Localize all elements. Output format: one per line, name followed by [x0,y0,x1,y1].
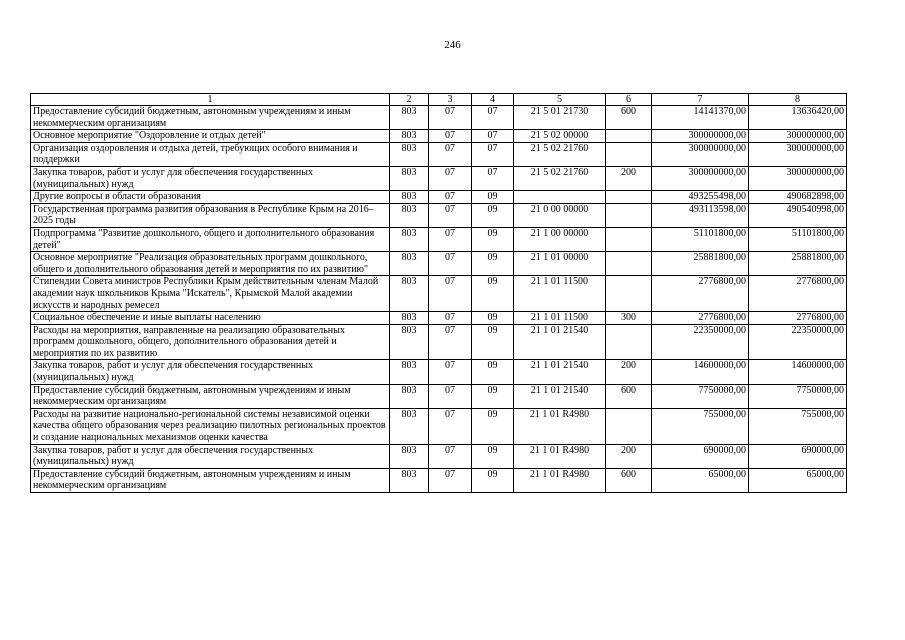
row-sum-year2-cell: 2776800,00 [749,312,847,325]
row-sum-year2-cell: 51101800,00 [749,227,847,251]
row-name-cell: Основное мероприятие "Реализация образовательных программ дошкольного, общего и дополнительного образования детей и мероприятия по их развитию" [31,252,390,276]
row-sum-year2-cell: 13636420,00 [749,106,847,130]
row-rz-cell: 07 [429,312,472,325]
row-csr-cell: 21 1 01 21540 [514,360,606,384]
row-name-cell: Государственная программа развития образования в Республике Крым на 2016–2025 годы [31,203,390,227]
table-row [31,106,847,130]
row-sum-year1-cell: 755000,00 [652,408,749,444]
row-pr-cell: 09 [472,408,514,444]
row-name-cell: Основное мероприятие "Оздоровление и отдых детей" [31,130,390,143]
row-vr-cell [606,142,652,166]
row-rz-cell: 07 [429,203,472,227]
header-cell: 4 [472,94,514,106]
row-ved-cell: 803 [390,360,429,384]
row-rz-cell: 07 [429,324,472,360]
row-name-cell: Расходы на мероприятия, направленные на реализацию образовательных программ дошкольного, общего, дополнительного образования детей и мероприятия по их развитию [31,324,390,360]
row-name-cell: Предоставление субсидий бюджетным, автономным учреждениям и иным некоммерческим организациям [31,468,390,492]
row-csr-cell: 21 1 01 R4980 [514,468,606,492]
row-rz-cell: 07 [429,276,472,312]
row-sum-year2-cell: 22350000,00 [749,324,847,360]
row-vr-cell: 600 [606,468,652,492]
table-row [31,276,847,312]
row-pr-cell: 09 [472,384,514,408]
table-row [31,468,847,492]
row-sum-year2-cell: 300000000,00 [749,142,847,166]
row-ved-cell: 803 [390,276,429,312]
row-csr-cell: 21 1 00 00000 [514,227,606,251]
row-ved-cell: 803 [390,324,429,360]
row-rz-cell: 07 [429,191,472,204]
row-sum-year2-cell: 690000,00 [749,444,847,468]
row-pr-cell: 09 [472,360,514,384]
row-vr-cell: 200 [606,360,652,384]
row-csr-cell: 21 1 01 R4980 [514,444,606,468]
row-name-cell: Стипендии Совета министров Республики Крым действительным членам Малой академии наук школьников Крыма "Искатель", Крымской Малой академии искусств и народных ремесел [31,276,390,312]
row-pr-cell: 09 [472,203,514,227]
table-header-row [31,94,847,106]
row-sum-year2-cell: 490540998,00 [749,203,847,227]
row-sum-year1-cell: 493255498,00 [652,191,749,204]
row-pr-cell: 07 [472,106,514,130]
row-vr-cell: 300 [606,312,652,325]
row-sum-year1-cell: 493113598,00 [652,203,749,227]
table-row [31,384,847,408]
row-name-cell: Расходы на развитие национально-региональной системы независимой оценки качества общего образования через реализацию пилотных региональных проектов и создание национальных механизмов оценки качества [31,408,390,444]
row-pr-cell: 09 [472,191,514,204]
row-vr-cell: 600 [606,384,652,408]
row-pr-cell: 07 [472,130,514,143]
row-ved-cell: 803 [390,384,429,408]
row-ved-cell: 803 [390,166,429,190]
row-vr-cell: 600 [606,106,652,130]
row-pr-cell: 07 [472,142,514,166]
row-sum-year2-cell: 14600000,00 [749,360,847,384]
row-vr-cell: 200 [606,444,652,468]
row-vr-cell [606,203,652,227]
row-pr-cell: 09 [472,227,514,251]
row-sum-year1-cell: 14600000,00 [652,360,749,384]
row-sum-year2-cell: 755000,00 [749,408,847,444]
row-ved-cell: 803 [390,106,429,130]
row-rz-cell: 07 [429,444,472,468]
header-cell: 2 [390,94,429,106]
row-vr-cell [606,324,652,360]
table-row [31,166,847,190]
table-row [31,324,847,360]
row-name-cell: Закупка товаров, работ и услуг для обеспечения государственных (муниципальных) нужд [31,360,390,384]
row-ved-cell: 803 [390,203,429,227]
row-ved-cell: 803 [390,468,429,492]
row-name-cell: Организация оздоровления и отдыха детей, требующих особого внимания и поддержки [31,142,390,166]
row-sum-year1-cell: 300000000,00 [652,130,749,143]
row-sum-year2-cell: 7750000,00 [749,384,847,408]
row-name-cell: Предоставление субсидий бюджетным, автономным учреждениям и иным некоммерческим организациям [31,384,390,408]
header-cell: 6 [606,94,652,106]
row-vr-cell [606,130,652,143]
table-row [31,312,847,325]
table-row [31,191,847,204]
table-row [31,142,847,166]
row-sum-year1-cell: 25881800,00 [652,252,749,276]
row-csr-cell: 21 0 00 00000 [514,203,606,227]
row-name-cell: Подпрограмма "Развитие дошкольного, общего и дополнительного образования детей" [31,227,390,251]
row-rz-cell: 07 [429,227,472,251]
row-sum-year1-cell: 2776800,00 [652,276,749,312]
row-vr-cell [606,252,652,276]
header-cell: 8 [749,94,847,106]
row-csr-cell: 21 1 01 00000 [514,252,606,276]
row-csr-cell: 21 1 01 21540 [514,324,606,360]
table-row [31,203,847,227]
row-rz-cell: 07 [429,142,472,166]
row-sum-year1-cell: 14141370,00 [652,106,749,130]
row-sum-year1-cell: 690000,00 [652,444,749,468]
row-ved-cell: 803 [390,227,429,251]
row-vr-cell [606,276,652,312]
row-vr-cell [606,227,652,251]
row-name-cell: Социальное обеспечение и иные выплаты населению [31,312,390,325]
row-name-cell: Закупка товаров, работ и услуг для обеспечения государственных (муниципальных) нужд [31,444,390,468]
row-sum-year1-cell: 65000,00 [652,468,749,492]
row-ved-cell: 803 [390,444,429,468]
row-sum-year2-cell: 25881800,00 [749,252,847,276]
row-csr-cell: 21 5 02 00000 [514,130,606,143]
row-rz-cell: 07 [429,252,472,276]
row-pr-cell: 09 [472,312,514,325]
row-ved-cell: 803 [390,142,429,166]
table-row [31,408,847,444]
row-sum-year2-cell: 300000000,00 [749,130,847,143]
row-rz-cell: 07 [429,360,472,384]
row-csr-cell: 21 5 02 21760 [514,142,606,166]
row-pr-cell: 09 [472,468,514,492]
row-name-cell: Другие вопросы в области образования [31,191,390,204]
row-sum-year2-cell: 65000,00 [749,468,847,492]
row-rz-cell: 07 [429,468,472,492]
row-ved-cell: 803 [390,408,429,444]
table-row [31,360,847,384]
page-number: 246 [444,39,461,51]
table-row [31,444,847,468]
row-pr-cell: 09 [472,276,514,312]
row-ved-cell: 803 [390,191,429,204]
row-sum-year2-cell: 2776800,00 [749,276,847,312]
row-name-cell: Предоставление субсидий бюджетным, автономным учреждениям и иным некоммерческим организациям [31,106,390,130]
row-rz-cell: 07 [429,106,472,130]
row-sum-year1-cell: 300000000,00 [652,166,749,190]
row-ved-cell: 803 [390,252,429,276]
row-sum-year1-cell: 51101800,00 [652,227,749,251]
row-sum-year2-cell: 300000000,00 [749,166,847,190]
header-cell: 7 [652,94,749,106]
header-cell: 3 [429,94,472,106]
row-rz-cell: 07 [429,130,472,143]
row-vr-cell [606,408,652,444]
row-rz-cell: 07 [429,166,472,190]
row-pr-cell: 09 [472,324,514,360]
row-rz-cell: 07 [429,408,472,444]
row-pr-cell: 09 [472,444,514,468]
header-cell: 5 [514,94,606,106]
row-sum-year2-cell: 490682898,00 [749,191,847,204]
table-row [31,227,847,251]
row-csr-cell: 21 1 01 R4980 [514,408,606,444]
row-rz-cell: 07 [429,384,472,408]
row-csr-cell: 21 1 01 11500 [514,312,606,325]
row-csr-cell: 21 1 01 11500 [514,276,606,312]
row-ved-cell: 803 [390,130,429,143]
row-sum-year1-cell: 7750000,00 [652,384,749,408]
row-ved-cell: 803 [390,312,429,325]
row-csr-cell: 21 5 01 21730 [514,106,606,130]
header-cell: 1 [31,94,390,106]
row-csr-cell: 21 5 02 21760 [514,166,606,190]
row-sum-year1-cell: 300000000,00 [652,142,749,166]
row-sum-year1-cell: 22350000,00 [652,324,749,360]
row-pr-cell: 09 [472,252,514,276]
row-sum-year1-cell: 2776800,00 [652,312,749,325]
row-csr-cell [514,191,606,204]
row-vr-cell: 200 [606,166,652,190]
table-row [31,130,847,143]
row-csr-cell: 21 1 01 21540 [514,384,606,408]
row-pr-cell: 07 [472,166,514,190]
row-name-cell: Закупка товаров, работ и услуг для обеспечения государственных (муниципальных) нужд [31,166,390,190]
budget-table [30,93,847,493]
row-vr-cell [606,191,652,204]
table-row [31,252,847,276]
